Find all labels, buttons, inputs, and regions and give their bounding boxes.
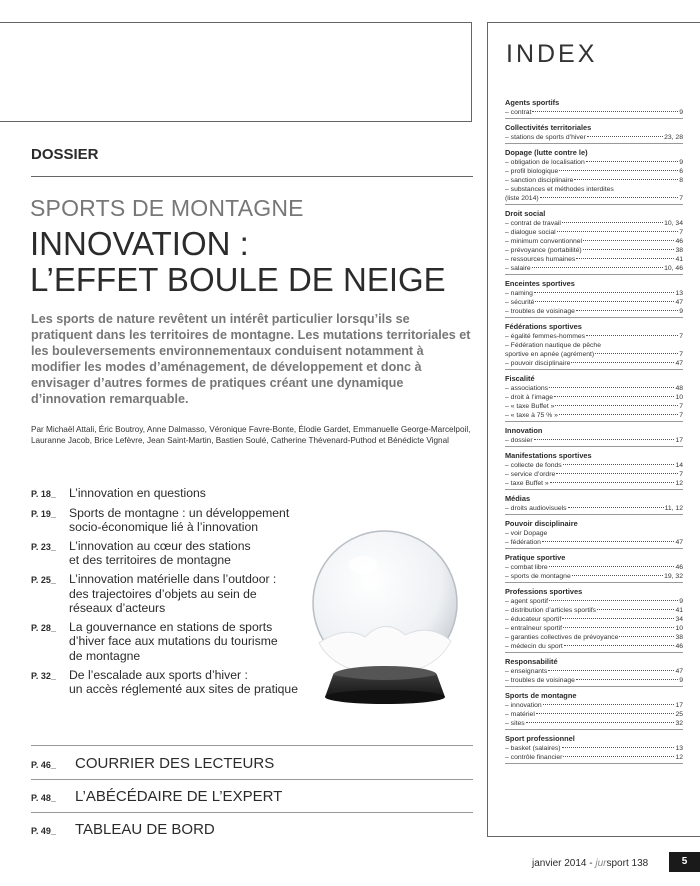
index-entry-page: 12 [675, 754, 683, 761]
index-section-title: Pratique sportive [505, 553, 566, 562]
leader-dots [540, 197, 679, 198]
index-entry[interactable] [505, 228, 683, 237]
toc-text: Sports de montagne : un développement socio-économique lié à l’innovation [69, 505, 290, 535]
index-entry-label: – voir Dopage [505, 530, 548, 537]
index-entry[interactable] [505, 411, 683, 420]
leader-dots [532, 111, 678, 112]
index-entry[interactable] [505, 615, 683, 624]
index-entry[interactable] [505, 710, 683, 719]
index-entry-label: – obligation de localisation [505, 159, 585, 166]
index-entry-page: 14 [675, 462, 683, 469]
index-entry-label: – contrat [505, 109, 532, 116]
index-entry-page: 8 [679, 177, 683, 184]
index-entry[interactable] [505, 393, 683, 402]
index-entry-label: – médecin du sport [505, 643, 563, 650]
index-entry[interactable] [505, 158, 683, 167]
index-section-title: Droit social [505, 209, 546, 218]
index-entry[interactable] [505, 701, 683, 710]
index-entry[interactable] [505, 624, 683, 633]
index-entry[interactable] [505, 185, 683, 194]
article-lead: Les sports de nature revêtent un intérêt particulier lorsqu’ils se pratiquent dans les territoires de montagne. Les mutations territoriales et les bouleversements environnementaux conduisent notamment à modifier les modes d’aménagement, de développement et donc à envisager d’autres formes de pratiques créant une dynamique d’innovation remarquable. [31, 312, 471, 406]
index-entry-page: 23, 28 [664, 134, 683, 141]
index-entry[interactable] [505, 289, 683, 298]
index-entry[interactable] [505, 436, 683, 445]
leader-dots [535, 301, 674, 302]
leader-dots [562, 222, 663, 223]
leader-dots [568, 507, 664, 508]
index-entry-page: 38 [675, 634, 683, 641]
index-entry[interactable] [505, 572, 683, 581]
leader-dots [595, 353, 678, 354]
toc-page: P. 25_ [31, 574, 56, 585]
article-authors: Par Michaël Attali, Éric Boutroy, Anne Dalmasso, Véronique Favre-Bonte, Élodie Gardet, Emmanuelle George-Marcelpoil, Lauranne Jacob, Brice Lefèvre, Jean Saint-Martin, Bastien Soulé, Catherine Thévenard-Puthod et Bénédicte Vignal [31, 425, 471, 445]
index-section [505, 552, 683, 583]
toc-page: P. 32_ [31, 670, 56, 681]
leader-dots [576, 679, 678, 680]
index-entry[interactable] [505, 307, 683, 316]
index-section [505, 733, 683, 764]
article-kicker: SPORTS DE MONTAGNE [30, 195, 304, 221]
index-entry-label: – naming [505, 290, 533, 297]
index-entry-page: 41 [675, 256, 683, 263]
index-entry-label: – contrat de travail [505, 220, 561, 227]
footer-magazine: sport 138 [606, 858, 649, 869]
index-section [505, 147, 683, 205]
index-section [505, 493, 683, 515]
index-entry[interactable] [505, 563, 683, 572]
leader-dots [583, 240, 674, 241]
index-entry[interactable] [505, 642, 683, 651]
divider [31, 745, 473, 746]
index-section-title: Sport professionnel [505, 734, 575, 743]
leader-dots [562, 747, 675, 748]
index-entry[interactable] [505, 529, 683, 538]
index-entry-label: – troubles de voisinage [505, 308, 575, 315]
index-entry-page: 47 [675, 299, 683, 306]
bottom-link[interactable] [31, 755, 274, 772]
index-entry-label: – « taxe à 75 % » [505, 412, 558, 419]
index-entry-page: 7 [679, 195, 683, 202]
index-entry-label: – stations de sports d’hiver [505, 134, 586, 141]
leader-dots [586, 335, 678, 336]
index-entry[interactable] [505, 237, 683, 246]
index-entry[interactable] [505, 341, 683, 350]
index-entry[interactable] [505, 359, 683, 368]
leader-dots [557, 231, 679, 232]
index-entry-label: – sports de montagne [505, 573, 571, 580]
snow-globe-image [305, 525, 465, 710]
index-entry-page: 17 [675, 702, 683, 709]
leader-dots [549, 600, 678, 601]
leader-dots [576, 310, 678, 311]
index-title: INDEX [506, 40, 598, 68]
leader-dots [563, 756, 674, 757]
footer-date: janvier 2014 - [532, 858, 596, 869]
index-section [505, 97, 683, 119]
index-entry-label: (liste 2014) [505, 195, 539, 202]
index-entry-page: 13 [675, 290, 683, 297]
index-entry-label: – profil biologique [505, 168, 559, 175]
index-entry-label: – distribution d’articles sportifs [505, 607, 597, 614]
index-entry-label: – substances et méthodes interdites [505, 186, 614, 193]
title-line: L’EFFET BOULE DE NEIGE [30, 261, 446, 298]
index-section [505, 122, 683, 144]
index-entry-label: – fédération [505, 539, 541, 546]
leader-dots [549, 387, 674, 388]
index-entry-page: 48 [675, 385, 683, 392]
bottom-page: P. 49_ [31, 826, 56, 836]
index-entry-label: – service d’ordre [505, 471, 556, 478]
index-section [505, 690, 683, 730]
leader-dots [619, 636, 674, 637]
index-entry-page: 10 [675, 625, 683, 632]
leader-dots [559, 170, 678, 171]
leader-dots [563, 464, 675, 465]
index-entry-page: 7 [679, 333, 683, 340]
index-section-title: Responsabilité [505, 657, 558, 666]
toc-text: L’innovation matérielle dans l’outdoor : des trajectoires d’objets au sein de réseaux d’acteurs [69, 571, 277, 616]
index-entry[interactable] [505, 384, 683, 393]
index-list [505, 97, 683, 767]
index-entry-page: 9 [679, 109, 683, 116]
index-entry[interactable] [505, 606, 683, 615]
leader-dots [563, 627, 674, 628]
index-section [505, 586, 683, 653]
leader-dots [562, 618, 674, 619]
index-entry-page: 47 [675, 360, 683, 367]
index-entry[interactable] [505, 667, 683, 676]
index-entry-label: – matériel [505, 711, 535, 718]
toc-item[interactable] [31, 506, 331, 535]
index-entry[interactable] [505, 461, 683, 470]
index-entry-page: 47 [675, 539, 683, 546]
index-entry[interactable] [505, 479, 683, 488]
index-entry-page: 17 [675, 437, 683, 444]
index-entry-page: 38 [675, 247, 683, 254]
index-section-title: Dopage (lutte contre le) [505, 148, 588, 157]
bottom-text: COURRIER DES LECTEURS [75, 755, 275, 772]
index-entry-page: 41 [675, 607, 683, 614]
index-entry-page: 13 [675, 745, 683, 752]
leader-dots [572, 575, 663, 576]
index-section [505, 518, 683, 549]
index-entry[interactable] [505, 176, 683, 185]
index-entry[interactable] [505, 108, 683, 117]
leader-dots [526, 722, 675, 723]
index-section-title: Sports de montagne [505, 691, 577, 700]
leader-dots [556, 473, 678, 474]
index-entry-label: – Fédération nautique de pêche [505, 342, 601, 349]
leader-dots [549, 566, 675, 567]
bottom-text: TABLEAU DE BORD [75, 821, 215, 838]
index-entry-label: – égalité femmes-hommes [505, 333, 586, 340]
index-section [505, 656, 683, 687]
section-label: DOSSIER [31, 146, 99, 163]
leader-dots [583, 249, 675, 250]
index-section-title: Fiscalité [505, 374, 535, 383]
leader-dots [543, 704, 675, 705]
toc-item[interactable] [31, 539, 331, 568]
toc-page: P. 18_ [31, 489, 56, 499]
bottom-link[interactable] [31, 788, 282, 805]
leader-dots [534, 439, 675, 440]
index-entry-label: sportive en apnée (agrément) [505, 351, 595, 358]
index-section [505, 373, 683, 422]
divider [31, 176, 473, 177]
toc-text: De l’escalade aux sports d’hiver : un accès réglementé aux sites de pratique [69, 667, 298, 697]
index-entry-page: 12 [675, 480, 683, 487]
index-entry[interactable] [505, 350, 683, 359]
index-entry-page: 46 [675, 643, 683, 650]
index-section [505, 208, 683, 275]
table-of-contents [31, 486, 331, 701]
index-entry-page: 47 [675, 668, 683, 675]
leader-dots [559, 414, 678, 415]
index-entry-page: 10 [675, 394, 683, 401]
index-section-title: Enceintes sportives [505, 279, 575, 288]
index-section [505, 425, 683, 447]
index-entry[interactable] [505, 753, 683, 762]
leader-dots [542, 541, 675, 542]
leader-dots [564, 645, 675, 646]
toc-item[interactable] [31, 572, 331, 616]
index-entry[interactable] [505, 332, 683, 341]
index-entry[interactable] [505, 402, 683, 411]
footer-brand: jur [595, 858, 607, 869]
leader-dots [550, 482, 675, 483]
toc-text: L’innovation au cœur des stations et des territoires de montagne [69, 538, 251, 568]
index-entry-page: 10, 34 [664, 220, 683, 227]
index-section-title: Agents sportifs [505, 98, 560, 107]
index-entry-label: – garanties collectives de prévoyance [505, 634, 619, 641]
index-entry[interactable] [505, 470, 683, 479]
index-entry-label: – enseignants [505, 668, 548, 675]
index-entry-page: 7 [679, 403, 683, 410]
index-entry-page: 6 [679, 168, 683, 175]
leader-dots [548, 670, 674, 671]
index-entry-page: 34 [675, 616, 683, 623]
toc-page: P. 19_ [31, 508, 56, 519]
leader-dots [574, 179, 678, 180]
index-entry-label: – entraîneur sportif [505, 625, 563, 632]
index-section-title: Médias [505, 494, 531, 503]
index-entry[interactable] [505, 194, 683, 203]
index-entry-page: 9 [679, 598, 683, 605]
bottom-link[interactable] [31, 821, 215, 838]
leader-dots [576, 258, 674, 259]
bottom-text: L’ABÉCÉDAIRE DE L’EXPERT [75, 788, 283, 805]
index-entry[interactable] [505, 219, 683, 228]
index-entry-page: 25 [675, 711, 683, 718]
leader-dots [597, 609, 674, 610]
index-entry[interactable] [505, 676, 683, 685]
index-entry[interactable] [505, 298, 683, 307]
index-entry-label: – droit à l’image [505, 394, 553, 401]
index-entry[interactable] [505, 538, 683, 547]
toc-text: L’innovation en questions [69, 486, 206, 500]
leader-dots [586, 161, 678, 162]
index-entry-page: 10, 46 [664, 265, 683, 272]
page-number: 5 [669, 852, 700, 872]
index-entry[interactable] [505, 744, 683, 753]
index-entry-label: – collecte de fonds [505, 462, 562, 469]
article-title [30, 226, 470, 298]
index-entry-page: 46 [675, 564, 683, 571]
index-section-title: Pouvoir disciplinaire [505, 519, 578, 528]
index-entry-label: – dossier [505, 437, 533, 444]
page-footer [532, 858, 648, 869]
index-section-title: Collectivités territoriales [505, 123, 592, 132]
bottom-page: P. 48_ [31, 793, 56, 803]
index-entry-label: – dialogue social [505, 229, 556, 236]
title-line: INNOVATION : [30, 225, 249, 262]
toc-text: La gouvernance en stations de sports d’hiver face aux mutations du tourisme de montagne [69, 619, 278, 663]
leader-dots [555, 405, 678, 406]
index-entry-page: 9 [679, 677, 683, 684]
index-entry-label: – droits audiovisuels [505, 505, 567, 512]
index-entry[interactable] [505, 255, 683, 264]
divider [31, 779, 473, 780]
index-entry-label: – taxe Buffet » [505, 480, 549, 487]
index-section-title: Manifestations sportives [505, 451, 592, 460]
index-entry-label: – éducateur sportif [505, 616, 562, 623]
leader-dots [587, 136, 663, 137]
bottom-page: P. 46_ [31, 760, 56, 770]
index-entry-label: – sites [505, 720, 525, 727]
index-entry-label: – agent sportif [505, 598, 549, 605]
index-entry-label: – minimum conventionnel [505, 238, 583, 245]
toc-item[interactable] [31, 620, 331, 664]
header-frame [0, 22, 472, 122]
index-entry-page: 7 [679, 229, 683, 236]
index-section [505, 278, 683, 318]
index-entry-page: 11, 12 [664, 505, 683, 512]
index-entry-label: – prévoyance (portabilité) [505, 247, 582, 254]
index-entry-label: – sanction disciplinaire [505, 177, 574, 184]
index-section-title: Fédérations sportives [505, 322, 582, 331]
index-entry-label: – contrôle financier [505, 754, 563, 761]
index-entry[interactable] [505, 167, 683, 176]
index-section-title: Innovation [505, 426, 543, 435]
index-entry[interactable] [505, 264, 683, 273]
index-entry-page: 19, 32 [664, 573, 683, 580]
leader-dots [534, 292, 674, 293]
index-entry-label: – troubles de voisinage [505, 677, 575, 684]
index-section-title: Professions sportives [505, 587, 583, 596]
index-entry-page: 46 [675, 238, 683, 245]
index-section [505, 450, 683, 490]
toc-page: P. 28_ [31, 622, 56, 633]
index-entry-label: – associations [505, 385, 549, 392]
index-entry-label: – innovation [505, 702, 542, 709]
index-entry-label: – combat libre [505, 564, 548, 571]
index-entry-label: – sécurité [505, 299, 535, 306]
index-entry-page: 9 [679, 159, 683, 166]
index-entry[interactable] [505, 133, 683, 142]
index-entry[interactable] [505, 719, 683, 728]
index-entry[interactable] [505, 246, 683, 255]
index-entry[interactable] [505, 633, 683, 642]
index-entry[interactable] [505, 597, 683, 606]
index-entry-label: – « taxe Buffet » [505, 403, 555, 410]
index-entry-page: 9 [679, 308, 683, 315]
leader-dots [554, 396, 674, 397]
toc-page: P. 23_ [31, 541, 56, 552]
index-entry-page: 7 [679, 351, 683, 358]
index-entry-label: – salaire [505, 265, 531, 272]
index-entry-page: 7 [679, 471, 683, 478]
leader-dots [532, 267, 663, 268]
toc-item[interactable] [31, 668, 331, 697]
index-entry-label: – ressources humaines [505, 256, 576, 263]
index-entry[interactable] [505, 504, 683, 513]
index-entry-page: 7 [679, 412, 683, 419]
index-entry-label: – pouvoir disciplinaire [505, 360, 571, 367]
index-entry-label: – basket (salaires) [505, 745, 561, 752]
divider [31, 812, 473, 813]
toc-item[interactable] [31, 486, 331, 502]
leader-dots [536, 713, 675, 714]
leader-dots [571, 362, 674, 363]
index-section [505, 321, 683, 370]
index-entry-page: 32 [675, 720, 683, 727]
